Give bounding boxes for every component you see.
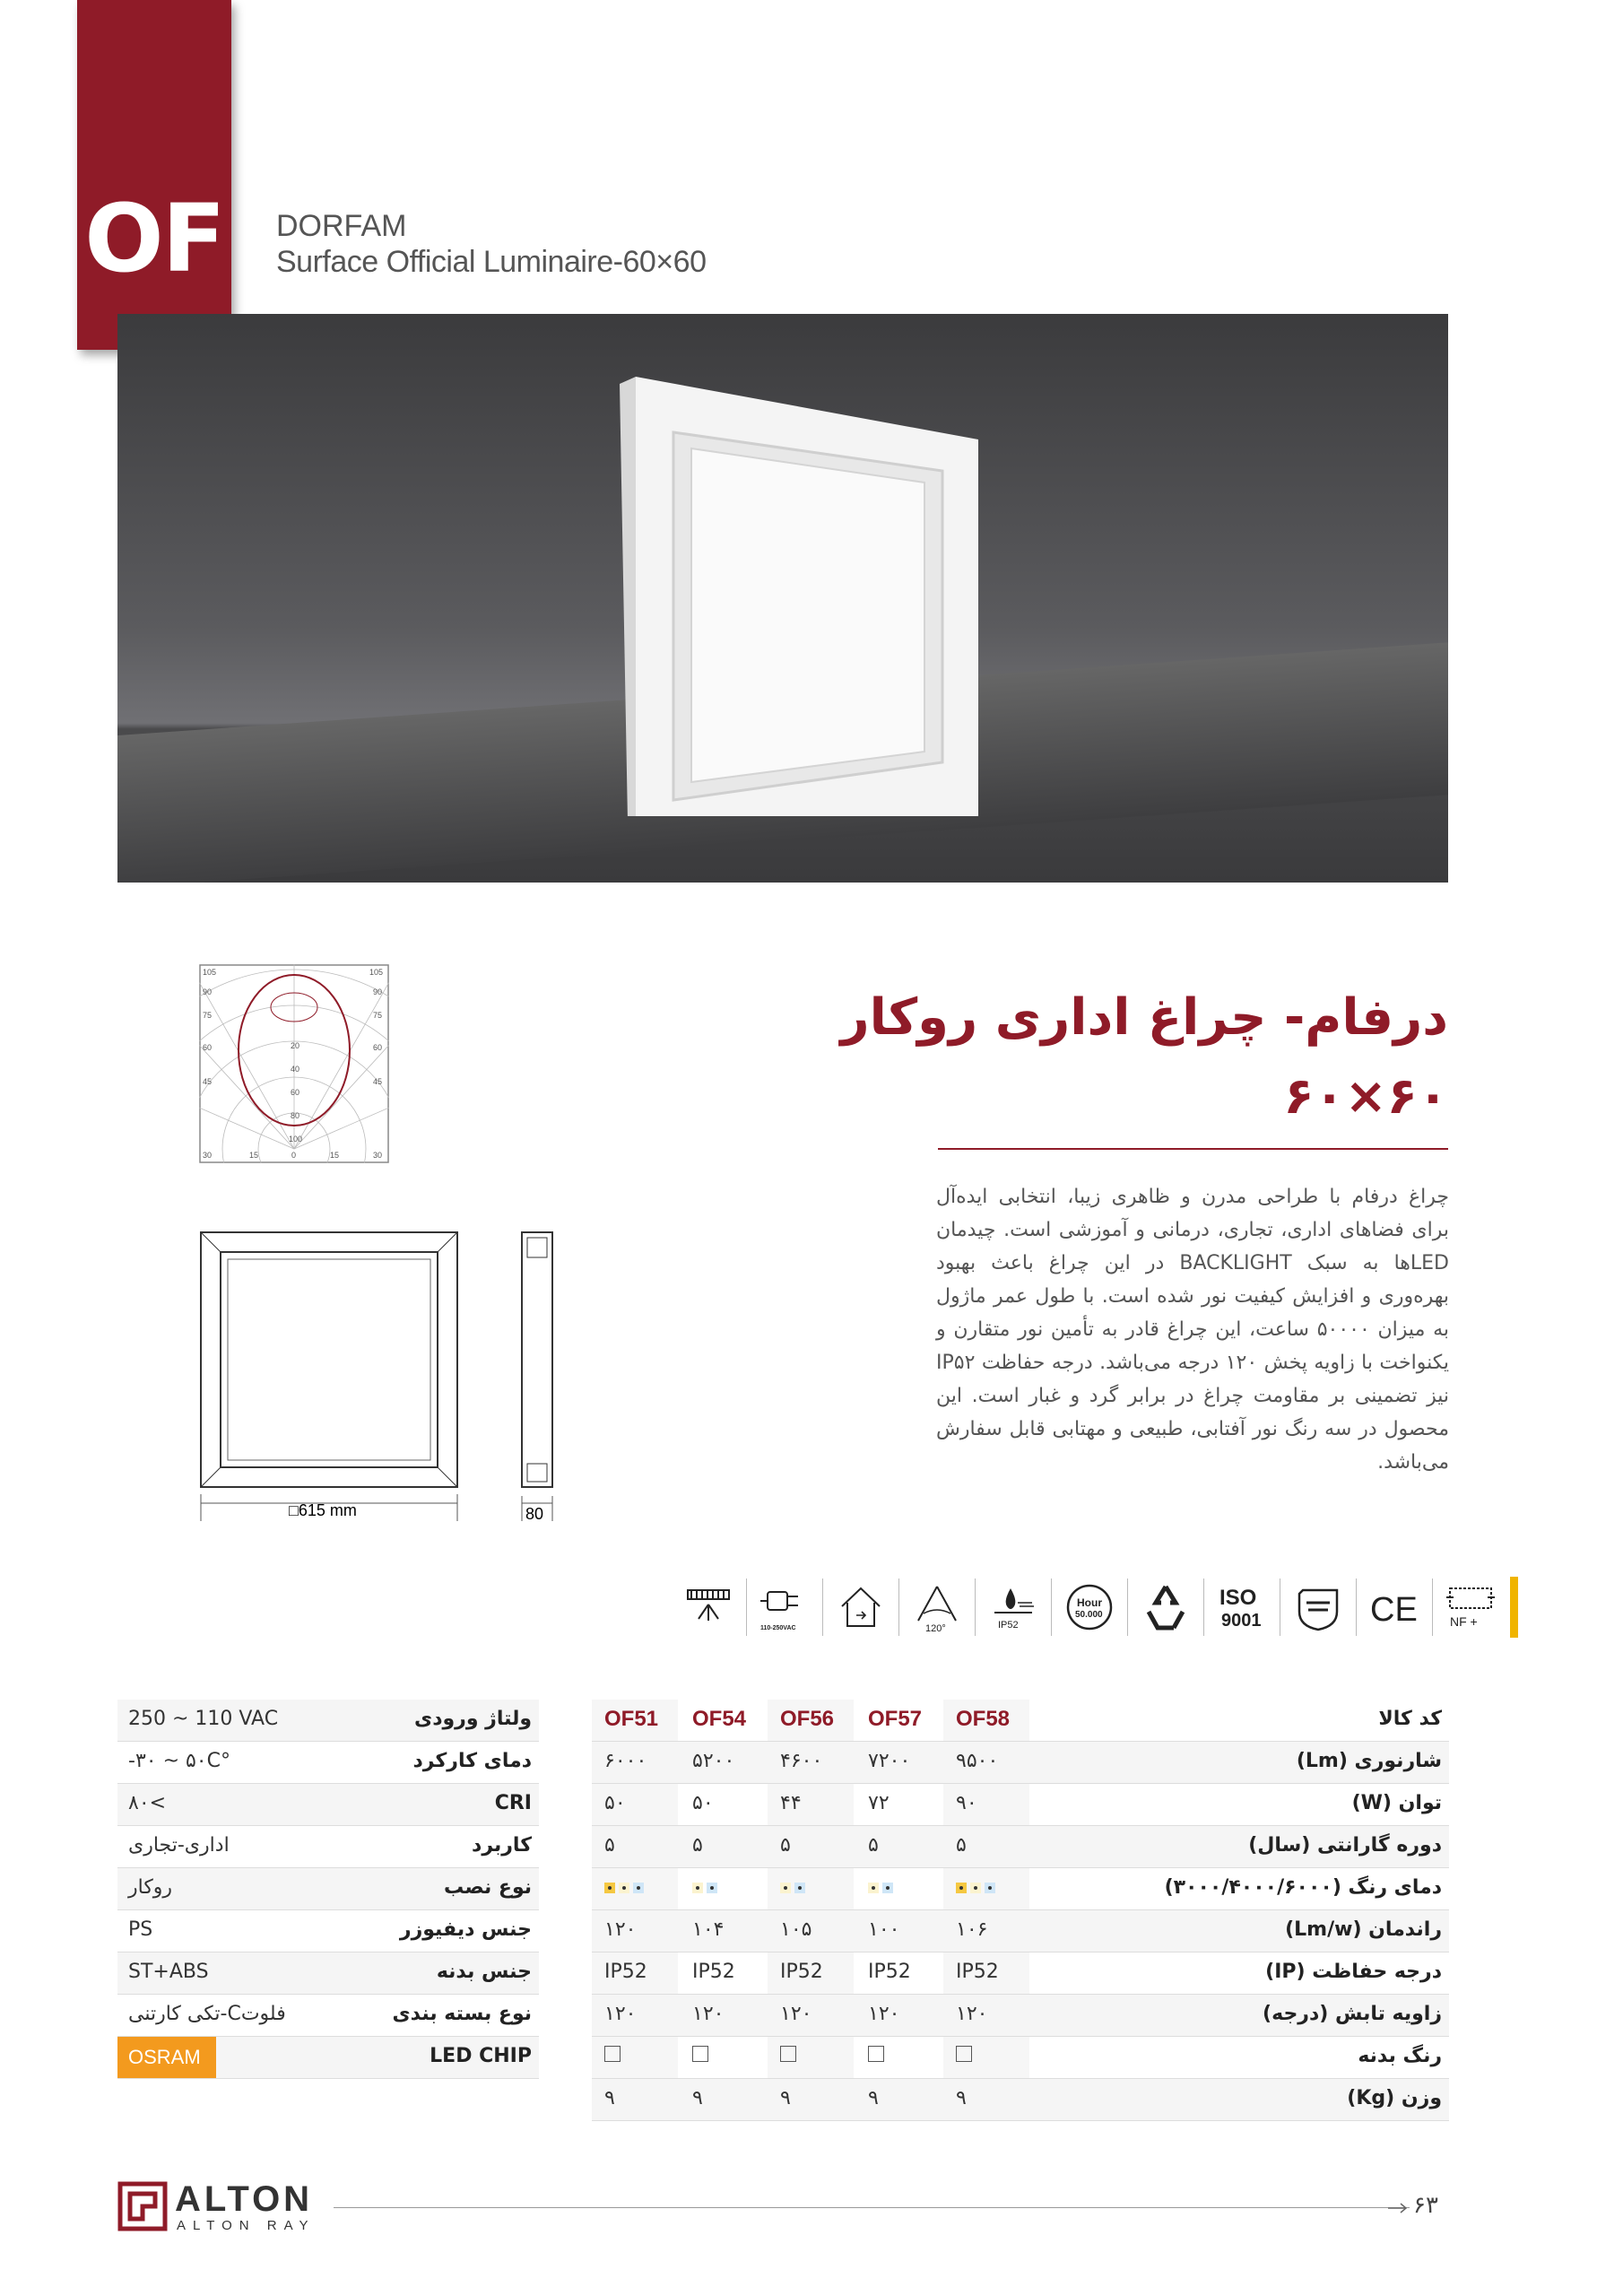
color-temp-swatches [592, 1876, 678, 1899]
color-swatch [692, 1883, 703, 1893]
national-standard-icon [1291, 1578, 1345, 1637]
table-cell: ۴۴ [780, 1792, 802, 1814]
polar-tick: 100 [289, 1135, 303, 1144]
table-cell: ۱۲۰ [604, 2003, 637, 2025]
spec-label: جنس دیفیوزر [399, 1918, 532, 1941]
table-cell: ۹۵۰۰ [956, 1750, 999, 1772]
table-cell: ۱۲۰ [604, 1918, 637, 1941]
table-cell: ۹ [692, 2087, 703, 2109]
table-cell: ۱۰۴ [692, 1918, 725, 1941]
spec-value: ST+ABS [128, 1961, 209, 1983]
color-swatch [604, 1883, 615, 1893]
polar-tick: 60 [203, 1043, 213, 1052]
body-color-box [768, 2045, 854, 2067]
lifetime-icon [1063, 1578, 1116, 1637]
table-header-row [592, 1700, 1449, 1742]
table-cell: ۵۰ [604, 1792, 626, 1814]
body-color-box [943, 2045, 1029, 2067]
plug-voltage-label: 110-250VAC [760, 1625, 796, 1631]
general-specs-table [117, 1700, 539, 2079]
spec-row [117, 1784, 539, 1826]
polar-tick: 20 [291, 1041, 300, 1050]
model-code: OF57 [868, 1707, 923, 1731]
table-row [592, 1952, 1449, 1995]
row-label: زاویه تابش (درجه) [1263, 2003, 1442, 2025]
model-code: OF54 [692, 1707, 747, 1731]
polar-tick: 60 [291, 1088, 300, 1097]
white-color-square [780, 2046, 796, 2062]
product-subtitle: Surface Official Luminaire-60×60 [276, 245, 707, 279]
beam-angle-icon [910, 1578, 964, 1637]
table-row [592, 1910, 1449, 1952]
color-swatch [970, 1883, 981, 1893]
polar-tick: 90 [203, 987, 213, 996]
feature-icons-row [681, 1577, 1518, 1638]
product-hero-image [117, 314, 1448, 883]
iso-icon [1215, 1578, 1269, 1637]
body-color-box [592, 2045, 678, 2067]
white-color-square [604, 2046, 621, 2062]
table-cell: ۵ [956, 1834, 967, 1857]
brand-logo-subtext: ALTON RAY [177, 2218, 316, 2233]
color-temp-swatches [943, 1876, 1029, 1899]
row-label: درجه حفاظت (IP) [1265, 1961, 1442, 1983]
title-divider [938, 1148, 1448, 1150]
spec-label: ولتاژ ورودی [414, 1708, 532, 1730]
table-cell: ۹۰ [956, 1792, 977, 1814]
luminaire-illustration [620, 368, 978, 816]
spec-row [117, 1700, 539, 1742]
polar-tick: 90 [373, 987, 383, 996]
polar-tick: 15 [249, 1151, 259, 1160]
table-cell: IP52 [692, 1961, 735, 1983]
product-code: OF [84, 184, 224, 293]
table-cell: ۷۲ [868, 1792, 890, 1814]
spec-value: PS [128, 1918, 153, 1941]
white-color-square [868, 2046, 884, 2062]
spec-row [117, 1995, 539, 2037]
color-temp-swatches [855, 1876, 942, 1899]
color-swatch [956, 1883, 967, 1893]
brand-logo-text: ALTON [175, 2179, 314, 2219]
color-swatch [794, 1883, 805, 1893]
table-cell: ۵ [780, 1834, 791, 1857]
spec-value: -۳۰ ~ ۵۰C° [128, 1750, 230, 1772]
table-cell: IP52 [604, 1961, 647, 1983]
polar-tick: 75 [203, 1011, 213, 1020]
table-cell: ۹ [868, 2087, 879, 2109]
table-cell: ۵ [692, 1834, 703, 1857]
polar-tick: 45 [373, 1077, 383, 1086]
model-specs-table [592, 1700, 1449, 2121]
product-dimension-title: ۶۰×۶۰ [1283, 1067, 1448, 1126]
spec-label: نوع بسته بندی [392, 2003, 532, 2025]
table-cell: ۱۰۵ [780, 1918, 812, 1941]
brand-logo-icon [117, 2181, 168, 2231]
spec-label: جنس بدنه [436, 1961, 532, 1983]
table-row [592, 1784, 1449, 1826]
table-cell: ۵ [868, 1834, 879, 1857]
polar-tick: 45 [203, 1077, 213, 1086]
indoor-house-icon [834, 1578, 888, 1637]
polar-tick: 40 [291, 1065, 300, 1074]
color-swatch [707, 1883, 717, 1893]
spec-value: روکار [128, 1876, 173, 1899]
table-cell: ۹ [780, 2087, 791, 2109]
row-label: راندمان (Lm/w) [1285, 1918, 1442, 1941]
dimension-drawing [199, 1229, 576, 1525]
table-cell: ۶۰۰۰ [604, 1750, 647, 1772]
polar-tick: 0 [291, 1151, 297, 1160]
spec-row [117, 2037, 539, 2079]
body-color-box [680, 2045, 766, 2067]
led-chip-brand-badge: OSRAM [117, 2037, 216, 2078]
svg-text:9001: 9001 [1221, 1611, 1262, 1631]
recycle-icon [1139, 1578, 1193, 1637]
arrow-icon [1388, 2203, 1408, 2213]
spec-row [117, 1742, 539, 1784]
ip-label: IP52 [998, 1620, 1019, 1631]
ce-mark-icon [1367, 1578, 1421, 1637]
table-cell: ۱۲۰ [692, 2003, 725, 2025]
row-label: رنگ بدنه [1358, 2045, 1442, 2067]
color-swatch [882, 1883, 893, 1893]
svg-text:ISO: ISO [1219, 1586, 1257, 1610]
table-row [592, 2037, 1449, 2079]
table-cell: ۱۲۰ [780, 2003, 812, 2025]
brand-name: DORFAM [276, 209, 407, 243]
table-row [592, 1742, 1449, 1784]
ce-label: CE [1370, 1591, 1418, 1629]
plug-icon [758, 1578, 812, 1637]
polar-tick: 30 [203, 1151, 213, 1160]
table-cell: ۷۲۰۰ [868, 1750, 911, 1772]
color-swatch [780, 1883, 791, 1893]
spec-label: CRI [494, 1792, 532, 1814]
polar-tick: 60 [373, 1043, 383, 1052]
polar-tick: 105 [203, 968, 217, 977]
table-row [592, 2079, 1449, 2121]
spec-row [117, 1910, 539, 1952]
row-label: توان (W) [1351, 1792, 1442, 1814]
white-color-square [956, 2046, 972, 2062]
polar-tick: 105 [369, 968, 384, 977]
heat-sink-icon [681, 1578, 735, 1637]
table-cell: ۱۰۶ [956, 1918, 988, 1941]
table-row [592, 1868, 1449, 1910]
table-row [592, 1995, 1449, 2037]
table-cell: ۵۰ [692, 1792, 714, 1814]
product-title: درفام- چراغ اداری روکار [840, 988, 1448, 1047]
polar-tick: 30 [373, 1151, 383, 1160]
beam-angle-label: 120° [925, 1623, 946, 1634]
spec-value: اداری-تجاری [128, 1834, 230, 1857]
spec-label: کاربرد [472, 1834, 532, 1857]
model-code: OF58 [956, 1707, 1011, 1731]
svg-text:50.000: 50.000 [1075, 1610, 1103, 1620]
model-code: OF56 [780, 1707, 835, 1731]
row-label: وزن (Kg) [1347, 2087, 1442, 2109]
row-label: دوره گارانتی (سال) [1248, 1834, 1442, 1857]
color-swatch [633, 1883, 644, 1893]
row-label: دمای رنگ (۳۰۰۰/۴۰۰۰/۶۰۰۰) [1164, 1876, 1442, 1899]
spec-value: ۸۰< [128, 1792, 167, 1814]
svg-text:Hour: Hour [1077, 1596, 1102, 1609]
white-color-square [692, 2046, 708, 2062]
driver-label: NF + [1450, 1614, 1478, 1629]
polar-tick: 15 [330, 1151, 340, 1160]
color-swatch [985, 1883, 995, 1893]
table-row [592, 1826, 1449, 1868]
table-cell: ۹ [604, 2087, 615, 2109]
spec-row [117, 1826, 539, 1868]
table-cell: IP52 [868, 1961, 911, 1983]
footer-rule [334, 2207, 1410, 2208]
spec-row [117, 1952, 539, 1995]
table-cell: IP52 [780, 1961, 823, 1983]
table-cell: ۴۶۰۰ [780, 1750, 823, 1772]
table-cell: IP52 [956, 1961, 999, 1983]
driver-icon [1444, 1578, 1497, 1637]
product-description: چراغ درفام با طراحی مدرن و ظاهری زیبا، انتخابی ایده‌آل برای فضاهای اداری، تجاری، درمانی و آموزشی است. چیدمان LEDها به سبک BACKLIGHT در این چراغ باعث بهبود بهره‌وری و افزایش کیفیت نور شده است. با طول عمر ماژول به میزان ۵۰۰۰۰ ساعت، این چراغ قادر به تأمین نور متقارن و یکنواخت با زاویه پخش ۱۲۰ درجه می‌باشد. درجه حفاظت IP۵۲ نیز تضمینی بر مقاومت چراغ در برابر گرد و غبار است. این محصول در سه رنگ نور آفتابی، طبیعی و مهتابی قابل سفارش می‌باشد. [936, 1186, 1449, 1474]
color-swatch [619, 1883, 629, 1893]
spec-label: دمای کارکرد [412, 1750, 532, 1772]
ip-rating-icon [986, 1578, 1040, 1637]
table-cell: ۹ [956, 2087, 967, 2109]
table-cell: ۱۲۰ [956, 2003, 988, 2025]
row-label: کد کالا [1378, 1708, 1442, 1730]
spec-row [117, 1868, 539, 1910]
polar-tick: 80 [291, 1111, 300, 1120]
color-temp-swatches [768, 1876, 854, 1899]
table-cell: ۵۲۰۰ [692, 1750, 735, 1772]
product-code-block [77, 0, 231, 350]
body-color-box [855, 2045, 942, 2067]
depth-dimension-label: 80 [525, 1505, 544, 1523]
spec-label: نوع نصب [444, 1876, 532, 1899]
spec-value: تکی کارتنی-Cفلوت [128, 2003, 286, 2025]
polar-tick: 75 [373, 1011, 383, 1020]
table-cell: ۱۲۰ [868, 2003, 900, 2025]
spec-label: LED CHIP [430, 2045, 532, 2067]
table-cell: ۱۰۰ [868, 1918, 900, 1941]
table-cell: ۵ [604, 1834, 615, 1857]
width-dimension-label: □615 mm [289, 1501, 357, 1519]
row-label: شارنوری (Lm) [1296, 1750, 1442, 1772]
photometric-polar-diagram [199, 964, 389, 1163]
color-swatch [868, 1883, 879, 1893]
color-temp-swatches [680, 1876, 766, 1899]
spec-value: 250 ~ 110 VAC [128, 1708, 279, 1730]
accent-bar [1510, 1577, 1518, 1638]
model-code: OF51 [604, 1707, 659, 1731]
page-number: ۶۳ [1413, 2192, 1438, 2219]
